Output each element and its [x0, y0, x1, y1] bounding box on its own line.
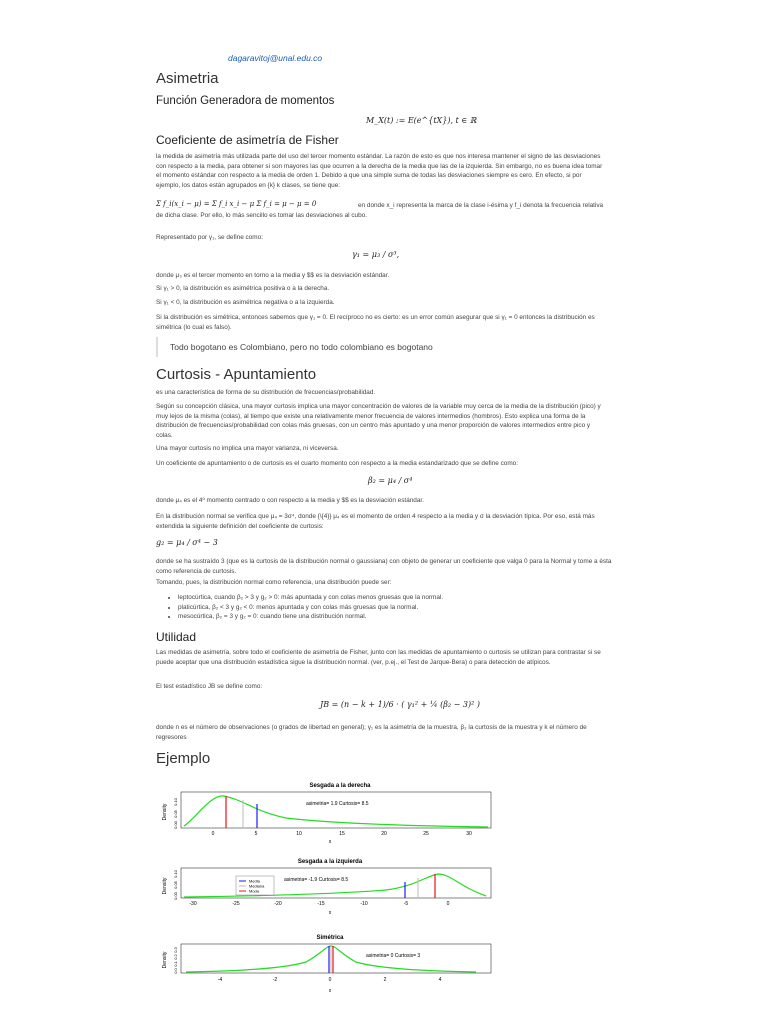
si-positiva: Si γ₁ > 0, la distribución es asimétrica positiva o a la derecha.: [156, 285, 330, 292]
chart1-ylabel: Density: [162, 803, 168, 821]
beta-formula: β₂ = μ₄ / σ⁴: [368, 476, 413, 485]
chart2-xtick: -30: [189, 901, 197, 907]
chart2-ytick: 0.10: [173, 870, 178, 878]
curtosis-p6: En la distribución normal se verifica que μ₄ = 3σ⁴, donde {\{4}} μ₄ es el momento de orden 4 respecto a la media y σ la desviación típica. Por eso, está más extendida la siguiente definición del coeficiente de curtosis:: [156, 513, 595, 530]
curtosis-p7: donde se ha sustraído 3 (que es la curtosis de la distribución normal o gaussiana) con objeto de generar un coeficiente que valga 0 para la Normal y tome a ésta como referencia de curtosis.: [156, 558, 612, 575]
title-curtosis: Curtosis - Apuntamiento: [156, 366, 317, 383]
chart3-title: Simétrica: [316, 935, 344, 941]
utilidad-p3: donde n es el número de observaciones (o grados de libertad en general); γ₁ es la asimetría de la muestra, β₂ la curtosis de la muestra y k el número de regresores: [156, 724, 587, 741]
chart1-ytick: 0.10: [173, 798, 178, 806]
chart3-xtick: 4: [438, 977, 442, 983]
representado: Representado por γ₁, se define como:: [156, 234, 263, 241]
chart1-xtick: 0: [211, 831, 215, 837]
curtosis-p2: Según su concepción clásica, una mayor curtosis implica una mayor concentración de valores de la variable muy cerca de la media de la distribución (pico) y muy lejos de la misma (colas), al tiempo que existe una relativamente menor frecuencia de valores intermedios (hombros). Esto explica una forma de la distribución de frecuencias/probabilidad con colas más gruesas, con un centro más apuntado y una menor proporción de valores intermedios entre pico y colas.: [156, 403, 601, 439]
legend-mode-label: Moda: [249, 888, 260, 894]
chart3-annot: asimetria= 0 Curtosis= 3: [366, 953, 421, 959]
subtitle-generadora: Función Generadora de momentos: [156, 95, 335, 107]
chart3-ylabel: Density: [162, 951, 168, 969]
chart2-annot: asimetria= -1.9 Curtosis= 8.5: [284, 877, 349, 883]
subtitle-fisher: Coeficiente de asimetría de Fisher: [156, 133, 339, 147]
curtosis-p8: Tomando, pues, la distribución normal como referencia, una distribución puede ser:: [156, 579, 392, 586]
chart3-xtick: 2: [383, 977, 387, 983]
chart1-xticks: [212, 831, 472, 837]
chart2-title: Sesgada a la izquierda: [297, 859, 363, 865]
chart3-xtick: -4: [217, 977, 223, 983]
chart2-legend: [236, 876, 274, 895]
chart-sesgada-izquierda: [156, 854, 496, 924]
chart3-ytick: 0.1: [173, 961, 178, 967]
chart1-annot: asimetria= 1.9 Curtosis= 8.5: [306, 801, 369, 807]
chart1-yticks: [173, 797, 178, 829]
chart1-ytick: 0.00: [173, 821, 178, 829]
chart2-xtick: -20: [274, 901, 282, 907]
legend-mean-label: Media: [249, 878, 260, 884]
chart1-xlabel: x: [328, 839, 332, 845]
title-asimetria: Asimetria: [156, 70, 219, 87]
chart3-ytick: 0.0: [173, 968, 178, 974]
chart2-xtick: 0: [446, 901, 450, 907]
chart3-xtick: 0: [328, 977, 332, 983]
title-utilidad: Utilidad: [156, 630, 197, 644]
chart2-xlabel: x: [328, 910, 332, 916]
chart-sesgada-derecha: [156, 778, 496, 848]
chart3-ytick: 0.3: [173, 947, 178, 953]
simetrica-paragraph: Si la distribución es simétrica, entonces sabemos que γ₁ = 0. El recíproco no es cierto: es un error común asegurar que si γ₁ = 0 entonces la distribución es simétrica (lo cual es falso).: [156, 314, 595, 331]
curtosis-p5: donde μ₄ es el 4º momento centrado o con respecto a la media y $$ es la desviación estándar.: [156, 497, 424, 504]
chart3-yticks: [173, 946, 178, 973]
chart1-title: Sesgada a la derecha: [309, 783, 371, 789]
curtosis-p1: es una característica de forma de su distribución de frecuencias/probabilidad.: [156, 389, 376, 396]
jb-formula: JB = (n − k + 1)/6 · ( γ₁² + ¼ (β₂ − 3)² ): [320, 700, 480, 709]
g2-formula: g₂ = μ₄ / σ⁴ − 3: [156, 538, 218, 547]
chart3-xlabel: x: [328, 988, 332, 994]
chart2-xtick: -15: [317, 901, 325, 907]
chart2-ytick: 0.00: [173, 892, 178, 900]
chart2-ytick: 0.05: [173, 881, 178, 889]
chart1-xtick: 20: [381, 831, 387, 837]
chart1-xtick: 15: [339, 831, 345, 837]
chart1-xtick: 10: [296, 831, 302, 837]
chart1-xtick: 5: [254, 831, 258, 837]
chart2-ylabel: Density: [162, 877, 168, 895]
sum-after: en donde x_i representa la marca de la clase i-ésima y f_i denota la frecuencia relativa de dicha clase. Por ello, lo más sencillo es tomar las desviaciones al cubo.: [156, 202, 604, 219]
donde-mu3: donde μ₃ es el tercer momento en torno a la media y $$ es la desviación estándar.: [156, 272, 390, 279]
title-ejemplo: Ejemplo: [156, 750, 211, 767]
chart1-xtick: 30: [466, 831, 472, 837]
mgf-formula: M_X(t) := E(e^{tX}), t ∈ ℝ: [366, 116, 477, 125]
blockquote: [156, 337, 433, 357]
chart2-yticks: [173, 869, 178, 900]
legend-median-label: Mediana: [249, 883, 265, 889]
list-item-lepto: • leptocúrtica, cuando β₂ > 3 y g₂ > 0: más apuntada y con colas menos gruesas que la normal.: [178, 593, 618, 603]
chart-simetrica: [156, 930, 496, 1010]
utilidad-p1: Las medidas de asimetría, sobre todo el coeficiente de asimetría de Fisher, junto con las medidas de apuntamiento o curtosis se utilizan para contrastar si se puede aceptar que una distribución estadística sigue la distribución normal. (ver, p.ej., el Test de Jarque-Bera) o para detección de atípicos.: [156, 649, 601, 666]
chart2-xtick: -10: [360, 901, 368, 907]
list-item-meso: • mesocúrtica, β₂ = 3 y g₂ = 0: cuando tiene una distribución normal.: [178, 612, 618, 622]
chart3-xtick: -2: [272, 977, 278, 983]
chart2-xtick: -5: [403, 901, 409, 907]
si-negativa: Si γ₁ < 0, la distribución es asimétrica negativa o a la izquierda.: [156, 299, 335, 306]
chart2-xtick: -25: [232, 901, 240, 907]
list-item-plati: • platicúrtica, β₂ < 3 y g₂ < 0: menos apuntada y con colas más gruesas que la normal.: [178, 603, 618, 613]
utilidad-p2: El test estadístico JB se define como:: [156, 683, 263, 690]
quote-text: Todo bogotano es Colombiano, pero no todo colombiano es bogotano: [170, 342, 433, 352]
chart3-xticks: [218, 977, 442, 983]
chart1-xtick: 25: [423, 831, 429, 837]
curtosis-list: [164, 593, 618, 622]
author-email[interactable]: dagaravitoj@unal.edu.co: [228, 53, 323, 63]
curtosis-p3: Una mayor curtosis no implica una mayor varianza, ni viceversa.: [156, 445, 339, 452]
chart3-ytick: 0.2: [173, 954, 178, 960]
fisher-paragraph: la medida de asimetría más utilizada parte del uso del tercer momento estándar. La razón de esto es que nos interesa mantener el signo de las desviaciones con respecto a la media, para obtener si son mayores las que ocurren a la derecha de la media que las de la izquierda. Sin embargo, no es buena idea tomar el momento estándar con respecto a la media de orden 1. Debido a que una simple suma de todas las desviaciones siempre es cero. En efecto, si por ejemplo, los datos están agrupados en {k} k clases, se tiene que:: [156, 153, 603, 189]
chart2-xticks: [189, 901, 449, 907]
chart1-ytick: 0.05: [173, 810, 178, 818]
sum-formula: Σ f_i(x_i − μ) = Σ f_i x_i − μ Σ f_i = μ − μ = 0: [156, 200, 317, 208]
curtosis-p4: Un coeficiente de apuntamiento o de curtosis es el cuarto momento con respecto a la media estandarizado que se define como:: [156, 460, 518, 467]
gamma-formula: γ₁ = μ₃ / σ³,: [352, 250, 400, 259]
